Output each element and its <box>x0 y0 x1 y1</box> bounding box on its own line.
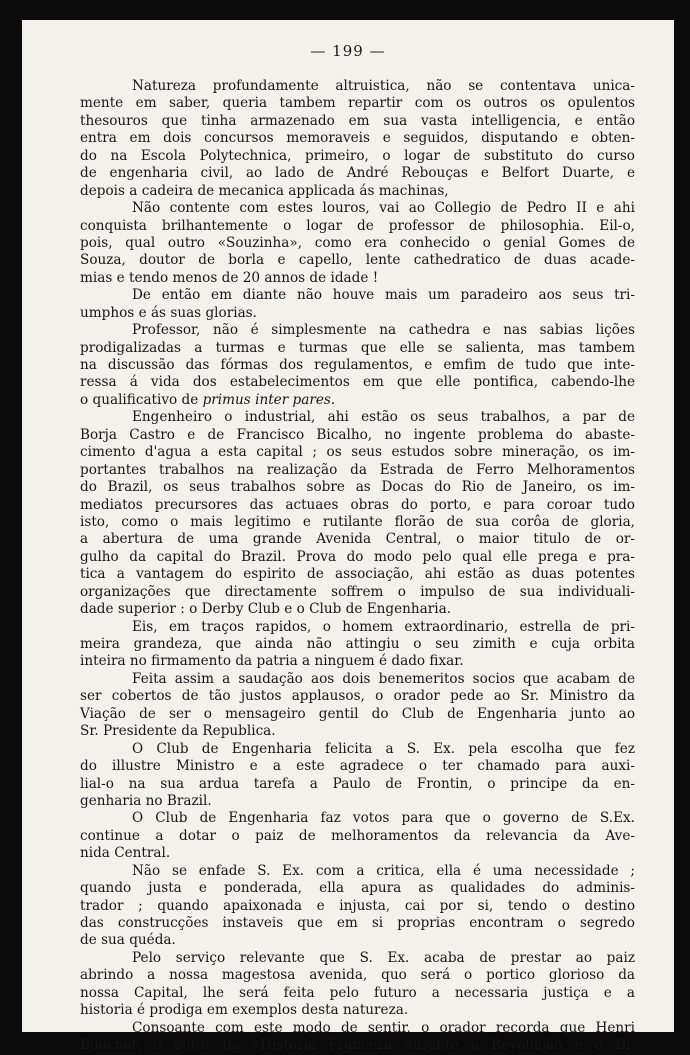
text-line: pois, qual outro «Souzinha», como era conhecido o genial Gomes de <box>80 234 635 251</box>
text-line: isto, como o mais legitimo e rutilante florão de sua corôa de gloria, <box>80 513 635 530</box>
text-line: meira grandeza, que ainda não attingiu o seu zimith e cuja orbita <box>80 636 635 652</box>
text-line: a abertura de uma grande Avenida Central, o maior titulo de or- <box>80 531 635 548</box>
text-line: lial-o na sua ardua tarefa a Paulo de Frontin, o principe da en- <box>80 775 635 792</box>
text-line: portantes trabalhos na realização da Estrada de Ferro Melhoramentos <box>80 461 635 478</box>
text-line: de sua quéda. <box>80 932 176 949</box>
text-line: umphos e ás suas glorias. <box>80 304 257 321</box>
paragraph <box>80 78 635 200</box>
text-line: depois a cadeira de mecanica applicada ás machinas, <box>80 182 449 199</box>
text-line: dade superior : o Derby Club e o Club de Engenharia. <box>80 601 452 618</box>
text-line: O Club de Engenharia faz votos para que o governo de S.Ex. <box>132 810 635 827</box>
text-line: mente em saber, queria tambem repartir com os outros os opulentos <box>80 95 635 112</box>
text-line: na discussão das fórmas dos regulamentos, e emfim de tudo que inte- <box>80 357 635 373</box>
text-line: mediatos precursores das actuaes obras do porto, e para coroar tudo <box>80 496 635 513</box>
text-line: O Club de Engenharia felicita a S. Ex. pela escolha que fez <box>132 740 635 757</box>
paragraph <box>80 810 635 862</box>
text-line: ser cobertos de tão justos applausos, o orador pede ao Sr. Ministro da <box>80 688 635 705</box>
text-line: Bouchot, o autor da «Historia Franceza durante a Revolução e o Di- <box>80 1037 635 1054</box>
text-line: tica a vantagem do espirito de associação, ahi estão as duas potentes <box>80 566 635 583</box>
text-line: Não contente com estes louros, vai ao Collegio de Pedro II e ahi <box>132 200 635 217</box>
text-line: Souza, doutor de borla e capello, lente cathedratico de duas acade- <box>80 252 635 269</box>
text-line: Viação de ser o mensageiro gentil do Club de Engenharia junto ao <box>80 705 635 722</box>
text-line: Borja Castro e de Francisco Bicalho, no ingente problema do abaste- <box>80 426 635 443</box>
text-line: abrindo a nossa magestosa avenida, quo será o portico glorioso da <box>80 967 635 984</box>
text-line: nida Central. <box>80 845 171 862</box>
text-line: o qualificativo de primus inter pares. <box>80 391 336 408</box>
paragraph <box>80 287 635 322</box>
paragraph <box>80 671 635 741</box>
text-line: historia é prodiga em exemplos desta natureza. <box>80 1002 409 1019</box>
paragraph <box>80 741 635 811</box>
text-line: Pelo serviço relevante que S. Ex. acaba de prestar ao paiz <box>132 949 635 966</box>
text-line: Não se enfade S. Ex. com a critica, ella é uma necessidade ; <box>132 862 635 879</box>
text-line: ressa á vida dos estabelecimentos em que elle pontifica, cabendo-lhe <box>80 374 635 391</box>
paragraph <box>80 950 635 1020</box>
text-line: do na Escola Polytechnica, primeiro, o logar de substituto do curso <box>80 147 635 164</box>
text-line: cimento d'agua a esta capital ; os seus estudos sobre mineração, os im- <box>80 444 635 461</box>
paragraph <box>80 322 635 409</box>
text-line: quando justa e ponderada, ella apura as qualidades do adminis- <box>80 880 635 897</box>
text-line: conquista brilhantemente o logar de professor de philosophia. Eil-o, <box>80 217 635 234</box>
text-line: de engenharia civil, ao lado de André Rebouças e Belfort Duarte, e <box>80 165 635 182</box>
text-line: Eis, em traços rapidos, o homem extraordinario, estrella de pri- <box>132 618 635 635</box>
paragraph <box>80 200 635 287</box>
text-line: genharia no Brazil. <box>80 792 212 809</box>
text-line: Natureza profundamente altruistica, não se contentava unica- <box>132 78 635 94</box>
body-text <box>80 78 635 1055</box>
text-line: Consoante com este modo de sentir, o orador recorda que Henri <box>132 1019 635 1036</box>
paragraph <box>80 619 635 671</box>
text-line: Feita assim a saudação aos dois benemeritos socios que acabam de <box>132 670 635 687</box>
paragraph <box>80 1020 635 1055</box>
text-line: mias e tendo menos de 20 annos de idade ! <box>80 269 379 286</box>
text-line: continue a dotar o paiz de melhoramentos da relevancia da Ave- <box>80 827 635 844</box>
text-line: das construcções instaveis que em si proprias encontram o segredo <box>80 915 635 931</box>
text-line: inteira no firmamento da patria a ninguem é dado fixar. <box>80 653 464 670</box>
text-line: trador ; quando apaixonada e injusta, cai por si, tendo o destino <box>80 897 635 914</box>
text-line: thesouros que tinha armazenado em sua vasta intelligencia, e então <box>80 112 635 129</box>
text-line: organizações que directamente soffrem o impulso de sua individuali- <box>80 583 635 600</box>
paragraph <box>80 863 635 950</box>
text-line: Sr. Presidente da Republica. <box>80 723 276 740</box>
page-number-header: — 199 — <box>310 42 386 60</box>
text-line: gulho da capital do Brazil. Prova do modo pelo qual elle prega e pra- <box>80 548 635 565</box>
paragraph <box>80 409 635 618</box>
document-page <box>22 20 674 1054</box>
text-line: De então em diante não houve mais um paradeiro aos seus tri- <box>132 287 635 304</box>
text-line: entra em dois concursos memoraveis e seguidos, disputando e obten- <box>80 130 635 147</box>
text-line: Engenheiro o industrial, ahi estão os seus trabalhos, a par de <box>132 409 635 426</box>
text-line: do illustre Ministro e a este agradece o ter chamado para auxi- <box>80 758 635 775</box>
text-line: nossa Capital, lhe será feita pelo futuro a necessaria justiça e a <box>80 984 635 1001</box>
text-line: prodigalizadas a turmas e turmas que elle se salienta, mas tambem <box>80 339 635 356</box>
text-line: do Brazil, os seus trabalhos sobre as Docas do Rio de Janeiro, os im- <box>80 479 635 496</box>
text-line: Professor, não é simplesmente na cathedra e nas sabias lições <box>132 322 635 339</box>
